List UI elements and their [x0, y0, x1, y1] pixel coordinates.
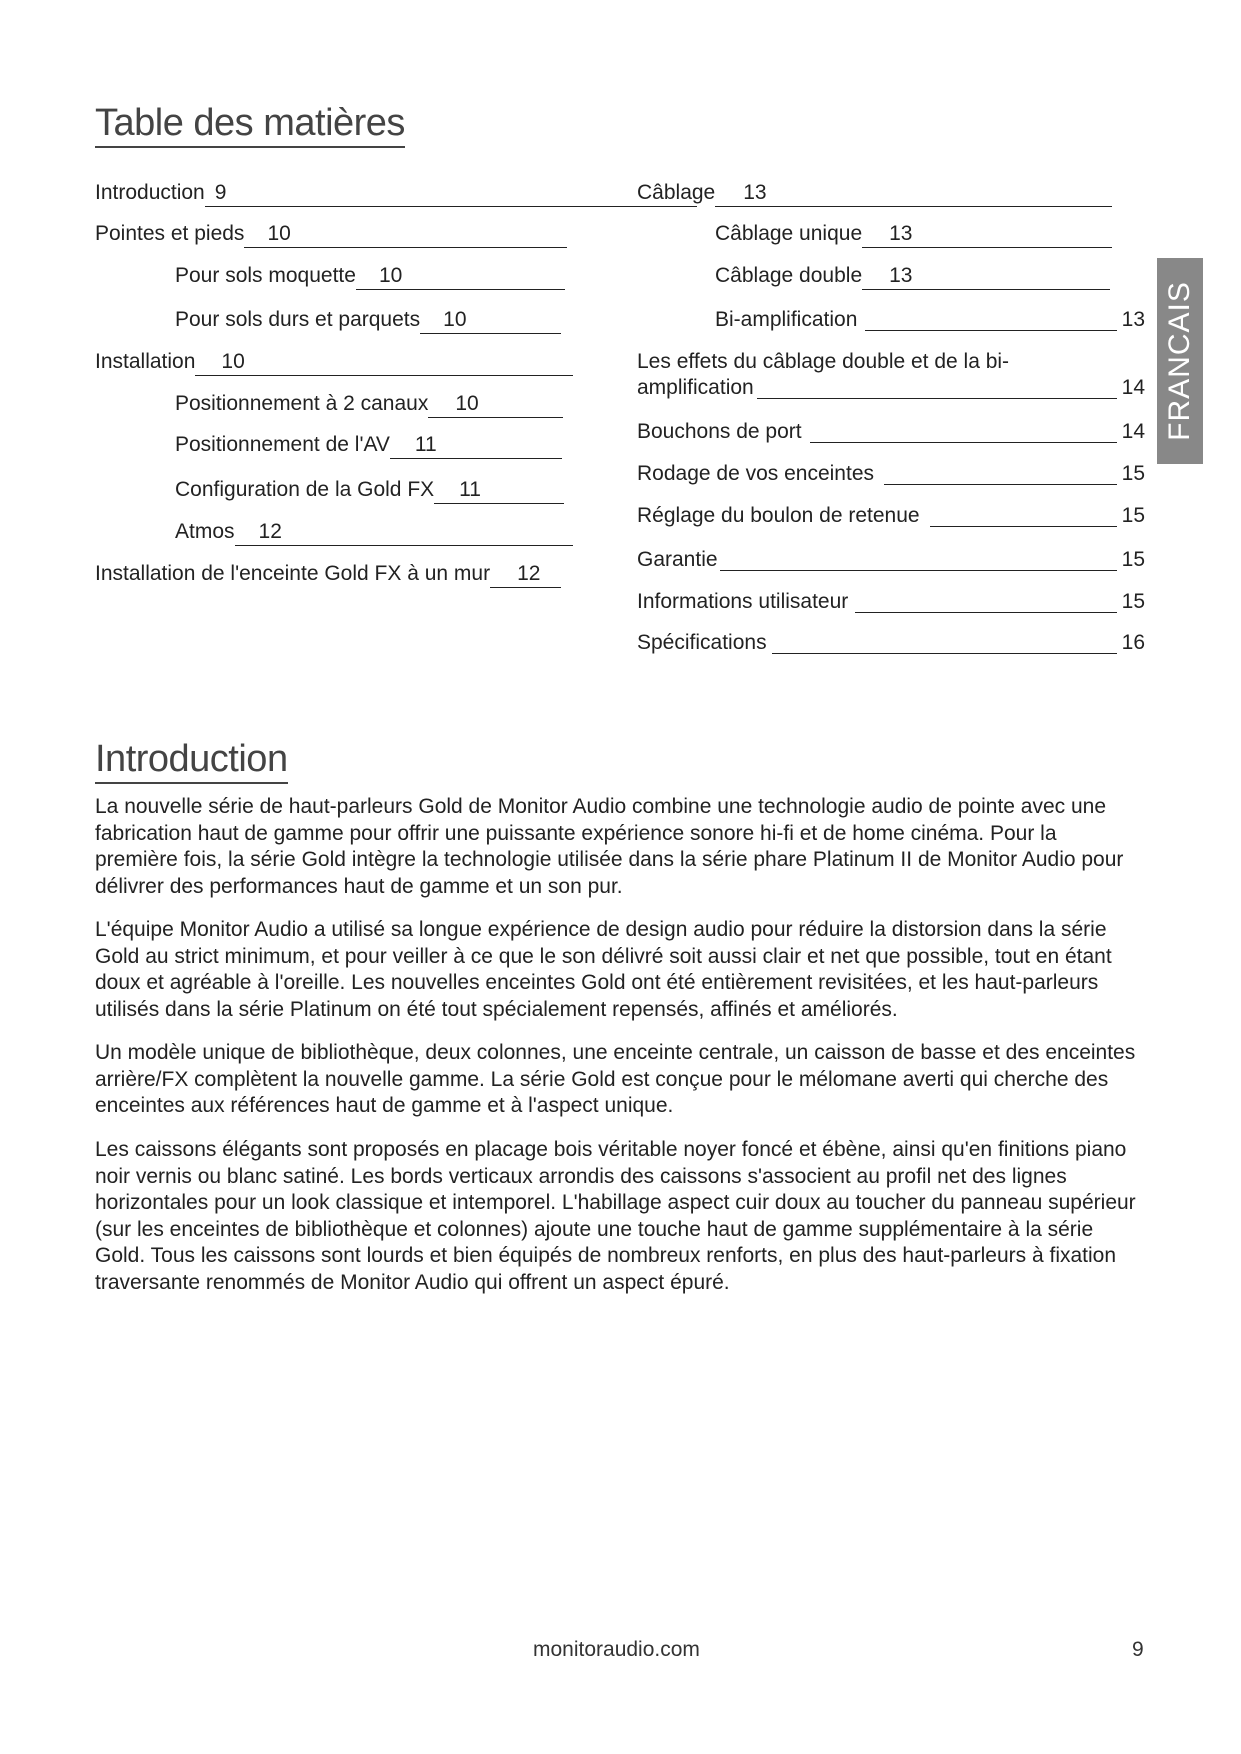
footer-website: monitoraudio.com	[533, 1638, 700, 1661]
toc-entry-positionnement-2-canaux[interactable]: Positionnement à 2 canaux 10	[175, 391, 563, 418]
intro-title: Introduction	[95, 740, 288, 784]
toc-entry-garantie[interactable]: Garantie 15	[637, 548, 1145, 571]
intro-paragraph-4: Les caissons élégants sont proposés en placage bois véritable noyer foncé et ébène, ainsi qu'en finitions piano noir vernis ou blanc satiné. Les bords verticaux arrondis des caissons s'associent au profil net des lignes horizontales pour un look classique et intemporel. L'habillage aspect cuir doux au toucher du panneau supérieur (sur les enceintes de bibliothèque et colonnes) ajoute une touche haut de gamme supplémentaire à la série Gold. Tous les caissons sont lourds et bien équipés de nombreux renforts, en plus des haut-parleurs à fixation traversante renommés de Monitor Audio qui offrent un aspect épuré.	[95, 1138, 1136, 1294]
toc-entry-bi-amplification[interactable]: Bi-amplification 13	[715, 308, 1145, 331]
toc-entry-reglage-boulon[interactable]: Réglage du boulon de retenue 15	[637, 504, 1145, 527]
toc-entry-cablage[interactable]: Câblage 13	[637, 180, 1112, 207]
toc-entry-installation[interactable]: Installation 10	[95, 349, 573, 376]
footer-page-number: 9	[1132, 1638, 1144, 1661]
toc-entry-atmos[interactable]: Atmos 12	[175, 519, 573, 546]
toc-entry-sols-moquette[interactable]: Pour sols moquette 10	[175, 263, 565, 290]
toc-entry-specifications[interactable]: Spécifications 16	[637, 631, 1145, 654]
toc-entry-installation-mur[interactable]: Installation de l'enceinte Gold FX à un mur 12	[95, 561, 561, 588]
toc-entry-cablage-double[interactable]: Câblage double 13	[715, 263, 1110, 290]
language-side-tab	[1157, 258, 1203, 464]
toc-entry-positionnement-av[interactable]: Positionnement de l'AV 11	[175, 432, 562, 459]
toc-title: Table des matières	[95, 104, 405, 148]
toc-entry-cablage-unique[interactable]: Câblage unique 13	[715, 221, 1112, 248]
toc-entry-pointes-et-pieds[interactable]: Pointes et pieds 10	[95, 221, 567, 248]
toc-entry-configuration-gold-fx[interactable]: Configuration de la Gold FX 11	[175, 477, 564, 504]
toc-entry-bouchons-de-port[interactable]: Bouchons de port 14	[637, 420, 1145, 443]
intro-paragraph-1: La nouvelle série de haut-parleurs Gold de Monitor Audio combine une technologie audio de pointe avec une fabrication haut de gamme pour offrir une puissante expérience sonore hi-fi et de home cinéma. Pour la première fois, la série Gold intègre la technologie utilisée dans la série phare Platinum II de Monitor Audio pour délivrer des performances haut de gamme et un son pur.	[95, 795, 1124, 898]
toc-entry-sols-durs[interactable]: Pour sols durs et parquets 10	[175, 307, 561, 334]
intro-paragraph-3: Un modèle unique de bibliothèque, deux colonnes, une enceinte centrale, un caisson de basse et des enceintes arrière/FX complètent la nouvelle gamme. La série Gold est conçue pour le mélomane averti qui cherche des enceintes aux références haut de gamme et à l'aspect unique.	[95, 1041, 1136, 1117]
language-label: FRANCAIS	[1163, 281, 1196, 441]
toc-entry-introduction[interactable]: Introduction 9	[95, 180, 697, 207]
intro-paragraph-2: L'équipe Monitor Audio a utilisé sa longue expérience de design audio pour réduire la distorsion dans la série Gold au strict minimum, et pour veiller à ce que le son délivré soit aussi clair et net que possible, tout en étant doux et agréable à l'oreille. Les nouvelles enceintes Gold ont été entièrement revisitées, et les haut-parleurs utilisés dans la série Platinum on été tout spécialement repensés, affinés et améliorés.	[95, 918, 1112, 1021]
toc-entry-effets-cablage[interactable]: Les effets du câblage double et de la bi- amplification 14	[637, 350, 1145, 399]
toc-entry-rodage[interactable]: Rodage de vos enceintes 15	[637, 462, 1145, 485]
toc-entry-informations-utilisateur[interactable]: Informations utilisateur 15	[637, 590, 1145, 613]
